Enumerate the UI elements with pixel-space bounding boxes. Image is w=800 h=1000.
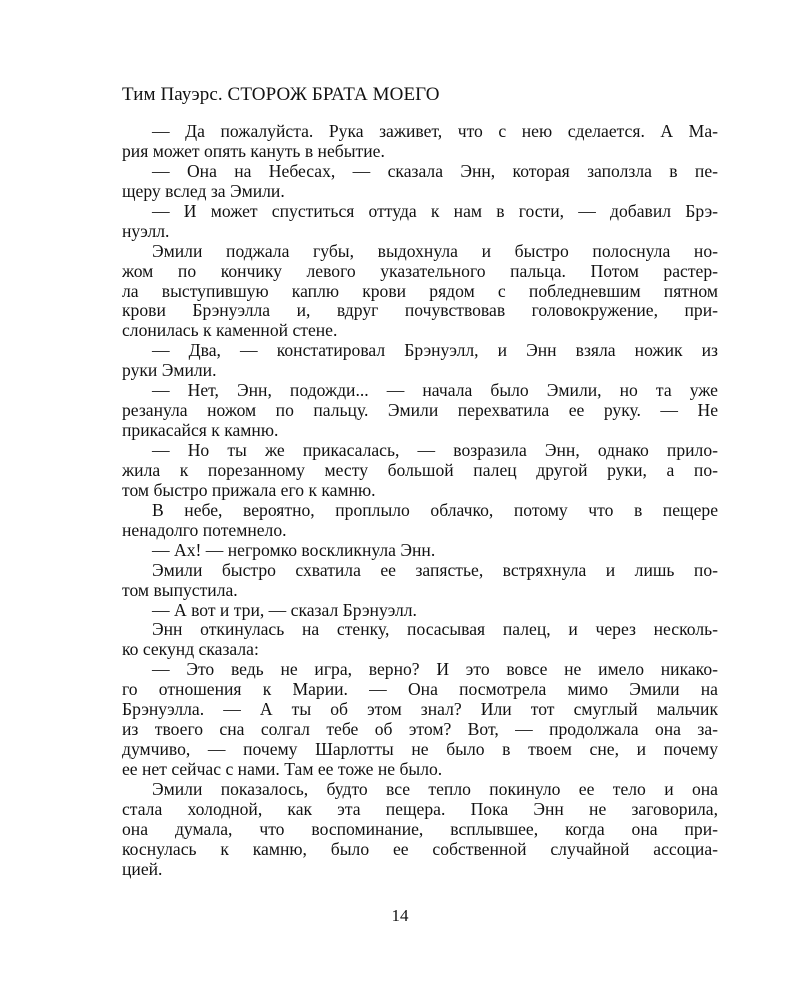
- text-line: нуэлл.: [122, 221, 170, 241]
- text-line: крови Брэнуэлла и, вдруг почувствовав головокружение, при-: [122, 301, 718, 321]
- text-line: коснулась к камню, было ее собственной случайной ассоциа-: [122, 839, 718, 859]
- text-line: — И может спуститься оттуда к нам в гости, — добавил Брэ-: [152, 201, 718, 221]
- text-line: думчиво, — почему Шарлотты не было в твоем сне, и почему: [122, 740, 718, 760]
- text-line: — Нет, Энн, подожди... — начала было Эмили, но та уже: [152, 381, 718, 401]
- text-line: слонилась к каменной стене.: [122, 321, 338, 341]
- text-line: ее нет сейчас с нами. Там ее тоже не было.: [122, 760, 443, 779]
- text-line: из твоего сна солгал тебе об этом? Вот, — продолжала она за-: [122, 720, 718, 740]
- text-line: — Это ведь не игра, верно? И это вовсе не имело никако-: [152, 660, 718, 680]
- text-line: — Два, — констатировал Брэнуэлл, и Энн взяла ножик из: [152, 341, 718, 361]
- text-line: — А вот и три, — сказал Брэнуэлл.: [152, 600, 417, 620]
- text-line: Эмили поджала губы, выдохнула и быстро полоснула но-: [152, 241, 718, 261]
- text-line: го отношения к Марии. — Она посмотрела мимо Эмили на: [122, 680, 718, 700]
- text-line: Эмили быстро схватила ее запястье, встряхнула и лишь по-: [152, 560, 718, 580]
- text-line: Энн откинулась на стенку, посасывая палец, и через несколь-: [152, 620, 718, 640]
- page-number: 14: [391, 906, 409, 925]
- text-line: она думала, что воспоминание, всплывшее, когда она при-: [122, 819, 718, 839]
- body-text: [122, 122, 718, 880]
- text-line: жила к порезанному месту большой палец другой руки, а по-: [122, 460, 718, 480]
- text-line: ла выступившую каплю крови рядом с побледневшим пятном: [122, 281, 718, 301]
- text-line: — Она на Небесах, — сказала Энн, которая заползла в пе-: [152, 161, 718, 181]
- text-line: Эмили показалось, будто все тепло покинуло ее тело и она: [152, 779, 718, 799]
- text-line: цией.: [122, 859, 163, 879]
- running-title: Тим Пауэрс. СТОРОЖ БРАТА МОЕГО: [122, 84, 440, 105]
- text-line: щеру вслед за Эмили.: [122, 181, 285, 201]
- text-line: Брэнуэлла. — А ты об этом знал? Или тот смуглый мальчик: [122, 700, 718, 720]
- text-line: стала холодной, как эта пещера. Пока Энн не заговорила,: [122, 799, 718, 819]
- text-line: том выпустила.: [122, 580, 238, 600]
- text-line: жом по кончику левого указательного пальца. Потом растер-: [122, 261, 718, 281]
- text-line: ко секунд сказала:: [122, 640, 259, 660]
- text-line: — Да пожалуйста. Рука заживет, что с нею сделается. А Ма-: [152, 122, 718, 141]
- text-line: рия может опять кануть в небытие.: [122, 141, 385, 161]
- text-line: том быстро прижала его к камню.: [122, 480, 376, 500]
- text-line: — Ах! — негромко воскликнула Энн.: [152, 540, 436, 560]
- text-line: — Но ты же прикасалась, — возразила Энн, однако прило-: [152, 441, 718, 460]
- text-line: прикасайся к камню.: [122, 421, 279, 441]
- text-line: ненадолго потемнело.: [122, 520, 287, 540]
- text-line: В небе, вероятно, проплыло облачко, потому что в пещере: [152, 500, 718, 520]
- text-line: руки Эмили.: [122, 361, 217, 381]
- text-line: резанула ножом по пальцу. Эмили перехватила ее руку. — Не: [122, 401, 718, 421]
